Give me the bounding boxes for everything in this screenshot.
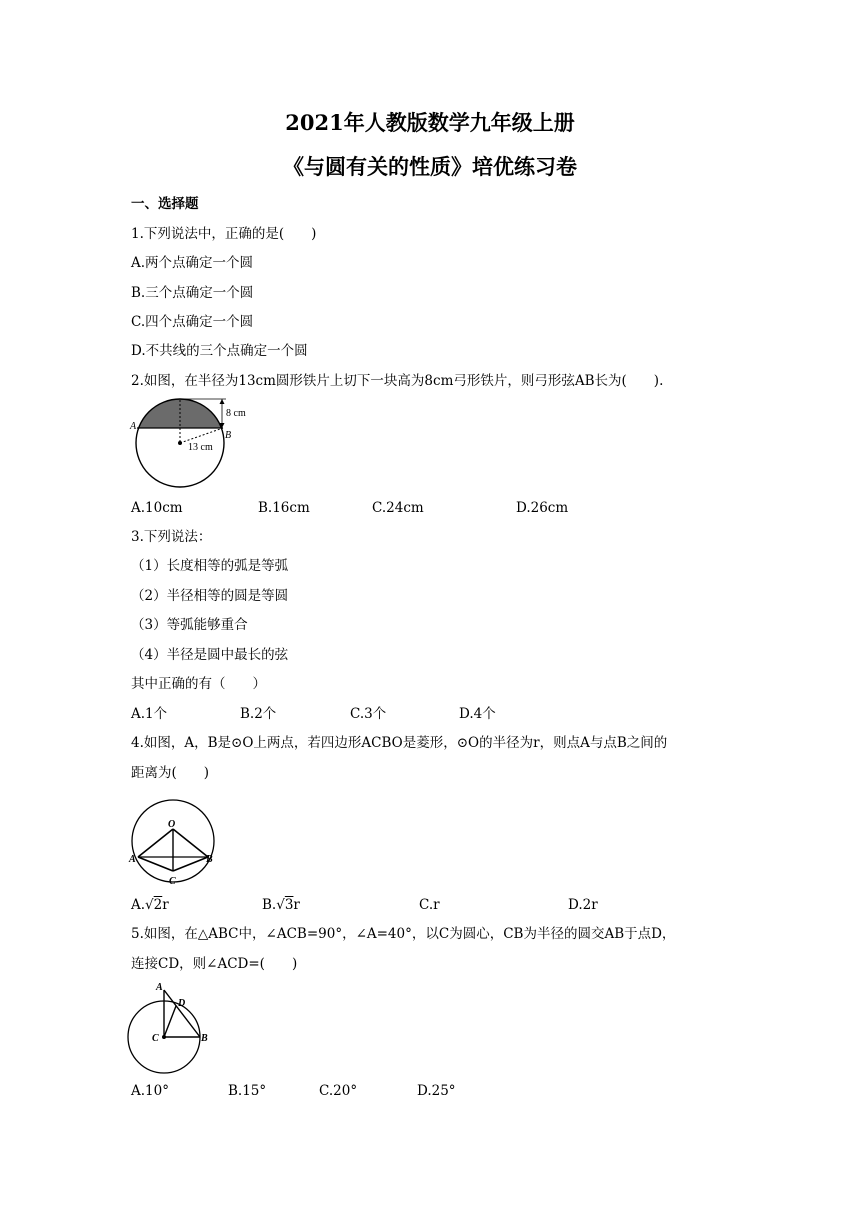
q1-option-c: C.四个点确定一个圆 xyxy=(131,314,254,330)
q4-option-d: D.2r xyxy=(568,897,598,913)
q2-option-d: D.26cm xyxy=(516,500,569,516)
q4-figure xyxy=(126,796,226,892)
q4-option-b: B.√3r xyxy=(262,897,300,913)
q3-option-a: A.1个 xyxy=(131,706,168,722)
page-title-line-1: 2021年人教版数学九年级上册 xyxy=(285,110,575,135)
q5-stem-line-1: 5.如图，在△ABC中，∠ACB=90°，∠A=40°，以C为圆心，CB为半径的圆交AB于点D， xyxy=(131,926,676,942)
q5-option-d: D.25° xyxy=(417,1083,456,1099)
q2-figure xyxy=(126,392,256,496)
q1-option-b: B.三个点确定一个圆 xyxy=(131,285,254,301)
q3-option-d: D.4个 xyxy=(459,706,496,722)
q1-stem: 1.下列说法中，正确的是( ) xyxy=(131,226,317,242)
page-title-line-2: 《与圆有关的性质》培优练习卷 xyxy=(283,154,577,179)
q3-stem: 3.下列说法： xyxy=(131,529,212,545)
q2-option-c: C.24cm xyxy=(372,500,424,516)
q1-option-a: A.两个点确定一个圆 xyxy=(131,255,254,271)
q5-center-dot xyxy=(162,1035,166,1039)
q2-label-b: B xyxy=(225,430,232,441)
q2-center-dot xyxy=(178,441,182,445)
q5-option-c: C.20° xyxy=(319,1083,358,1099)
q4-label-o: O xyxy=(168,819,176,830)
q2-option-b: B.16cm xyxy=(258,500,310,516)
q5-figure xyxy=(124,978,220,1080)
q5-label-c: C xyxy=(152,1033,159,1044)
q5-label-d: D xyxy=(178,998,186,1009)
section-heading: 一、选择题 xyxy=(131,196,199,212)
q1-option-d: D.不共线的三个点确定一个圆 xyxy=(131,343,308,359)
q3-ask: 其中正确的有（ ） xyxy=(131,676,266,692)
q5-option-a: A.10° xyxy=(131,1083,169,1099)
q2-stem: 2.如图，在半径为13cm圆形铁片上切下一块高为8cm弓形铁片，则弓形弦AB长为( ). xyxy=(131,373,664,389)
q4-label-b: B xyxy=(206,854,213,865)
q3-statement-3: （3）等弧能够重合 xyxy=(131,617,248,633)
q4-label-c: C xyxy=(169,876,176,887)
q2-label-a: A xyxy=(130,421,137,432)
q2-option-a: A.10cm xyxy=(131,500,183,516)
q4-stem-line-1: 4.如图，A，B是⊙O上两点，若四边形ACBO是菱形，⊙O的半径为r，则点A与点B之间的 xyxy=(131,735,668,751)
q4-option-a: A.√2r xyxy=(131,897,169,913)
q5-label-b: B xyxy=(201,1033,208,1044)
q3-option-b: B.2个 xyxy=(240,706,277,722)
q4-stem-line-2: 距离为( ) xyxy=(131,765,210,781)
q5-label-a: A xyxy=(156,982,163,993)
q2-label-height: 8 cm xyxy=(226,408,246,419)
q5-option-b: B.15° xyxy=(228,1083,267,1099)
q4-label-a: A xyxy=(129,854,136,865)
q3-option-c: C.3个 xyxy=(350,706,387,722)
q4-option-c: C.r xyxy=(419,897,440,913)
q3-statement-4: （4）半径是圆中最长的弦 xyxy=(131,647,289,663)
q5-stem-line-2: 连接CD，则∠ACD=( ) xyxy=(131,956,298,972)
q3-statement-2: （2）半径相等的圆是等圆 xyxy=(131,588,289,604)
q2-label-radius: 13 cm xyxy=(188,442,213,453)
q3-statement-1: （1）长度相等的弧是等弧 xyxy=(131,558,289,574)
